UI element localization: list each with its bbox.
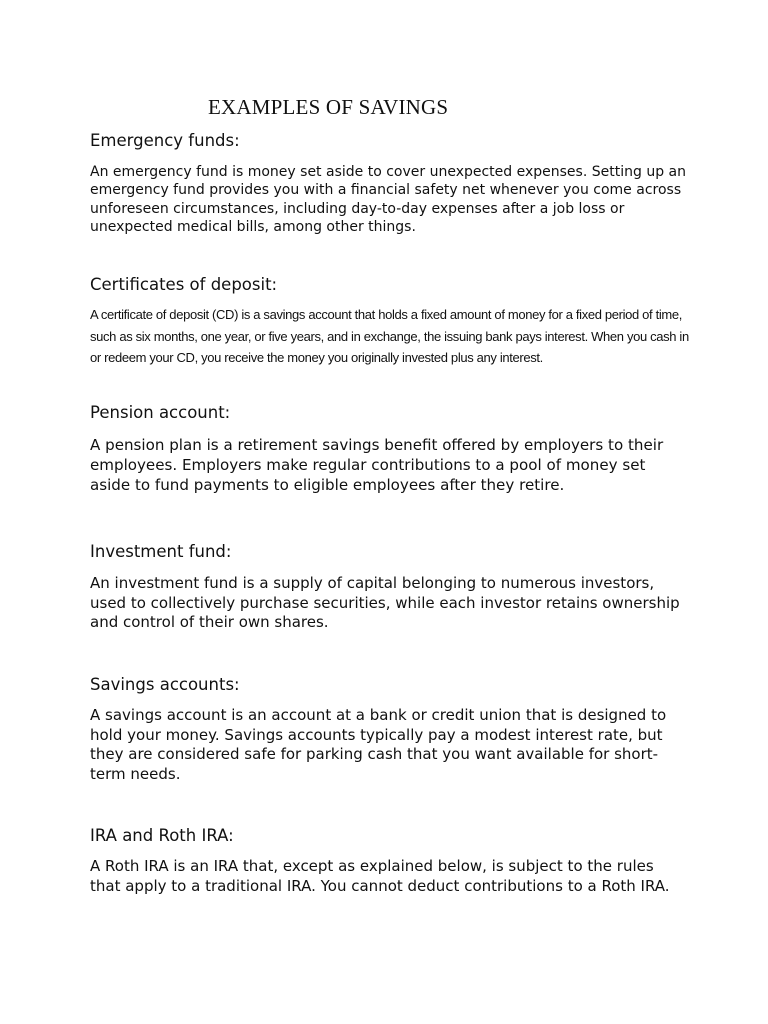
section-heading-pension-account: Pension account: xyxy=(90,403,231,422)
section-heading-ira-and-roth-ira: IRA and Roth IRA: xyxy=(90,826,234,845)
section-body-ira-and-roth-ira: A Roth IRA is an IRA that, except as explained below, is subject to the rules that apply to a traditional IRA. You cannot deduct contributions to a Roth IRA. xyxy=(90,857,670,895)
section-body-pension-account: A pension plan is a retirement savings benefit offered by employers to their employees. Employers make regular contributions to a pool of money set aside to fund payments to eligible employees after they retire. xyxy=(90,436,664,495)
document-title: EXAMPLES OF SAVINGS xyxy=(208,95,449,119)
section-body-investment-fund: An investment fund is a supply of capital belonging to numerous investors, used to collectively purchase securities, while each investor retains ownership and control of their own shares. xyxy=(90,574,680,631)
section-heading-certificates-of-deposit: Certificates of deposit: xyxy=(90,275,278,294)
section-body-certificates-of-deposit: A certificate of deposit (CD) is a savings account that holds a fixed amount of money for a fixed period of time, such as six months, one year, or five years, and in exchange, the issuing bank pays interest. When you cash in or redeem your CD, you receive the money you originally invested plus any interest. xyxy=(90,307,689,365)
section-body-savings-accounts: A savings account is an account at a bank or credit union that is designed to hold your money. Savings accounts typically pay a modest interest rate, but they are considered safe for parking cash that you want available for short-term needs. xyxy=(90,706,667,783)
section-heading-savings-accounts: Savings accounts: xyxy=(90,675,240,694)
section-body-emergency-funds: An emergency fund is money set aside to cover unexpected expenses. Setting up an emergency fund provides you with a financial safety net whenever you come across unforeseen circumstances, including day-to-day expenses after a job loss or unexpected medical bills, among other things. xyxy=(90,164,686,235)
section-heading-investment-fund: Investment fund: xyxy=(90,542,232,561)
section-heading-emergency-funds: Emergency funds: xyxy=(90,131,240,150)
